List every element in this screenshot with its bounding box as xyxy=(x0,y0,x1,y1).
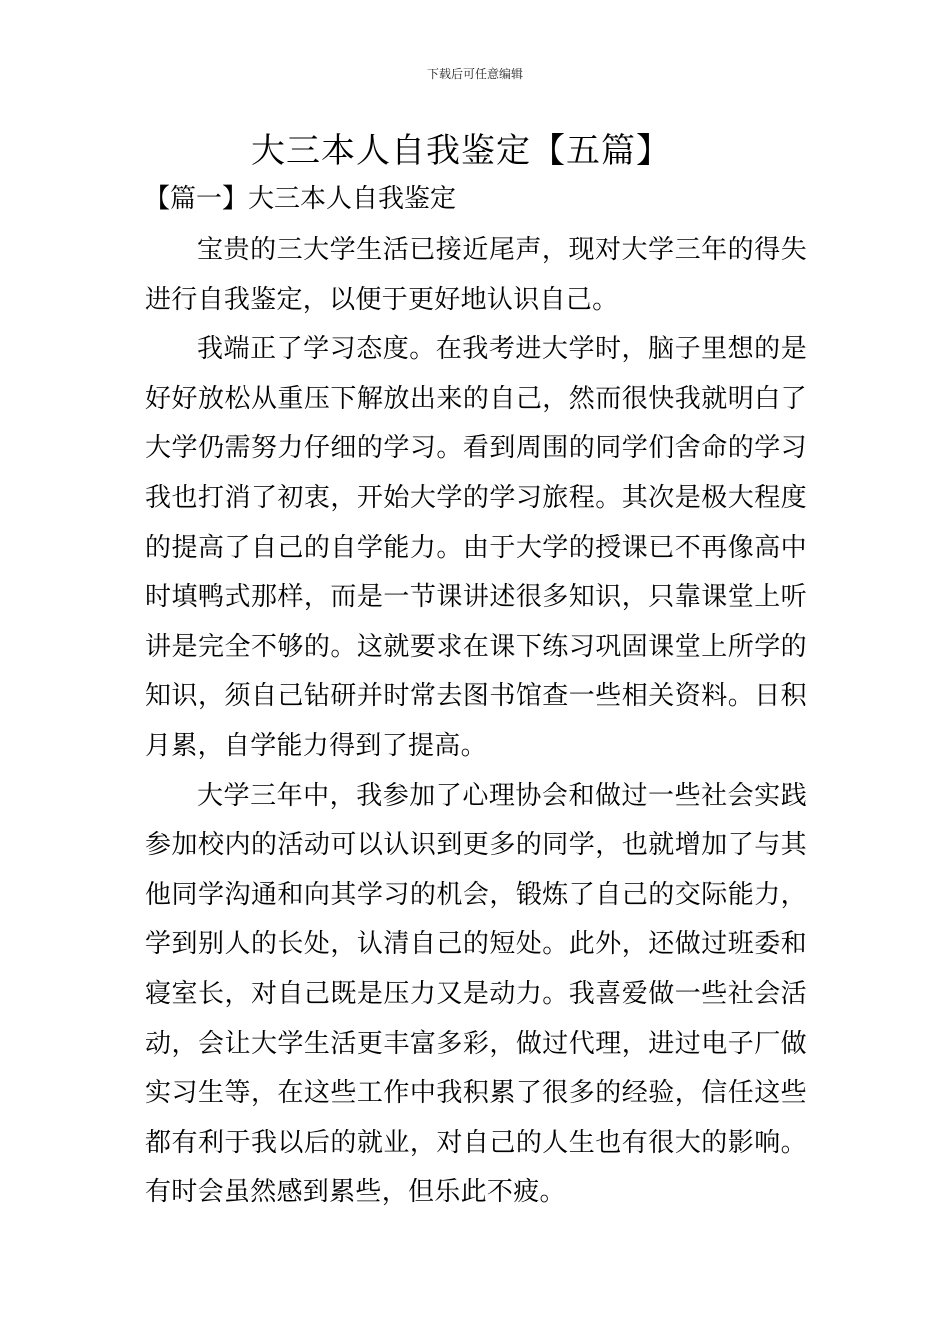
paragraph-study-attitude: 我端正了学习态度。在我考进大学时，脑子里想的是好好放松从重压下解放出来的自己，然而很快我就明白了大学仍需努力仔细的学习。看到周围的同学们舍命的学习我也打消了初衷，开始大学的学习旅程。其次是极大程度的提高了自己的自学能力。由于大学的授课已不再像高中时填鸭式那样，而是一节课讲述很多知识，只靠课堂上听讲是完全不够的。这就要求在课下练习巩固课堂上所学的知识，须自己钻研并时常去图书馆查一些相关资料。日积月累，自学能力得到了提高。 xyxy=(145,334,807,761)
document-title: 大三本人自我鉴定【五篇】 xyxy=(251,131,671,171)
paragraph-activities: 大学三年中，我参加了心理协会和做过一些社会实践参加校内的活动可以认识到更多的同学，也就增加了与其他同学沟通和向其学习的机会，锻炼了自己的交际能力，学到别人的长处，认清自己的短处。此外，还做过班委和寝室长，对自己既是压力又是动力。我喜爱做一些社会活动，会让大学生活更丰富多彩，做过代理，进过电子厂做实习生等，在这些工作中我积累了很多的经验，信任这些都有利于我以后的就业，对自己的人生也有很大的影响。有时会虽然感到累些，但乐此不疲。 xyxy=(145,780,807,1208)
document-body xyxy=(145,226,807,1218)
section-heading: 【篇一】大三本人自我鉴定 xyxy=(144,184,457,214)
page-header-note: 下载后可任意编辑 xyxy=(426,67,523,81)
paragraph-intro: 宝贵的三大学生活已接近尾声，现对大学三年的得失进行自我鉴定，以便于更好地认识自己。 xyxy=(145,235,807,315)
